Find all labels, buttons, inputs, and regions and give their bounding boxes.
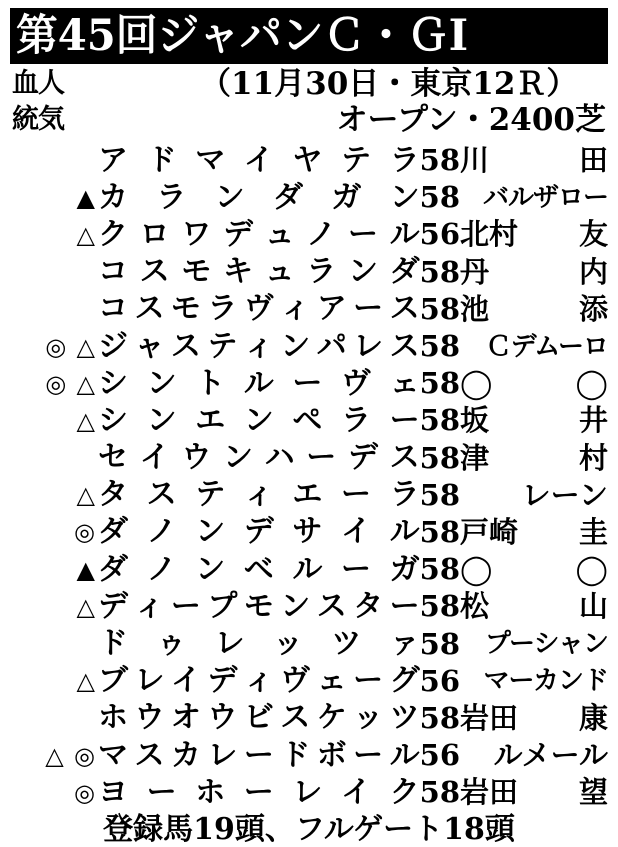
horse-name-char: ィ [243, 663, 274, 699]
horse-name-char: ー [340, 551, 371, 587]
horse-name-char: レ [214, 626, 245, 662]
horse-name-char: ィ [243, 328, 274, 364]
handicap-weight: 58 [419, 440, 460, 475]
horse-name-char: ダ [98, 551, 128, 587]
horse-name-char: ラ [306, 254, 337, 290]
entry-footer: 登録馬19頭、フルゲート18頭 [103, 812, 515, 847]
horse-name-char: ャ [134, 328, 165, 364]
jockey-name [460, 552, 608, 587]
horse-name-char: ァ [389, 626, 420, 662]
horse-name-char: ー [243, 737, 274, 773]
horse-name-char: ェ [316, 663, 347, 699]
horse-name-char: レ [134, 663, 165, 699]
table-row [10, 737, 608, 774]
horse-name-char: ラ [340, 402, 371, 438]
horse-name-char: ダ [272, 179, 303, 215]
horse-name-char: ェ [389, 365, 420, 401]
table-row [10, 142, 608, 179]
handicap-weight: 58 [419, 514, 460, 549]
horse-name [98, 402, 420, 438]
horse-name-char: ノ [146, 551, 177, 587]
jockey-name [460, 217, 608, 252]
handicap-weight: 58 [419, 477, 460, 512]
horse-name-char: コ [98, 254, 128, 290]
table-row [10, 514, 608, 551]
jockey-name: バルザロー [482, 182, 608, 213]
jockey-name: ルメール [493, 738, 608, 773]
table-row [10, 625, 608, 662]
entry-marks: △ [76, 405, 96, 435]
horse-name-char: ー [146, 774, 177, 810]
horse-name-char: ヨ [98, 774, 128, 810]
horse-name-char: ス [389, 328, 420, 364]
horse-name-char: ン [347, 254, 378, 290]
horse-name-char: ー [389, 588, 420, 624]
horse-name [98, 254, 420, 290]
horse-name-char: ウ [181, 440, 212, 476]
entry-marks: ▲ [76, 182, 96, 212]
handicap-weight: 58 [419, 775, 460, 810]
horse-name-char: ー [353, 663, 384, 699]
handicap-weight: 56 [419, 738, 460, 773]
horse-name-char: ー [292, 365, 323, 401]
race-subheader [10, 66, 608, 140]
horse-name-char: ガ [331, 179, 362, 215]
horse-name-char: ス [139, 254, 170, 290]
horse-name-char: ス [134, 291, 165, 327]
horse-name-char: ィ [134, 588, 165, 624]
handicap-weight: 58 [419, 180, 460, 215]
horse-name [98, 737, 420, 773]
table-row [10, 551, 608, 588]
horse-name-char: ト [195, 365, 226, 401]
horse-name-char: ウ [207, 700, 238, 736]
horse-name-char: プ [207, 588, 238, 624]
table-row [10, 477, 608, 514]
horse-name-char: ス [170, 328, 201, 364]
table-row [10, 365, 608, 402]
horse-name-char: テ [195, 477, 226, 513]
entry-marks: ◎ [74, 517, 96, 547]
horse-name-char: ン [195, 514, 226, 550]
horse-name-char: ラ [389, 477, 420, 513]
horse-name-char: ン [146, 402, 177, 438]
table-row [10, 774, 608, 811]
horse-name-char: ィ [243, 477, 274, 513]
horse-name-char: ラ [207, 291, 238, 327]
entry-marks: ◎ [74, 777, 96, 807]
horse-name-char: ィ [280, 291, 311, 327]
horse-name [98, 216, 420, 252]
jockey-name-part: ◯ [460, 366, 493, 401]
jockey-name-part: 丹 [460, 254, 490, 289]
table-row [10, 291, 608, 328]
horse-name-char: ー [347, 216, 378, 252]
horse-name-char: ジ [98, 328, 128, 364]
horse-name-char: ペ [292, 402, 323, 438]
horse-name-char: ノ [306, 216, 337, 252]
handicap-weight: 58 [419, 143, 460, 178]
horse-name-char: ー [389, 402, 420, 438]
horse-name-char: マ [98, 737, 128, 773]
horse-name [98, 291, 420, 327]
horse-name-char: ホ [98, 700, 128, 736]
entry-marks: △ [76, 480, 96, 510]
horse-name-char: イ [243, 142, 274, 178]
table-row [10, 216, 608, 253]
jockey-name-part: 池 [460, 291, 490, 326]
horse-name-char: マ [195, 142, 226, 178]
horse-name-char: ン [280, 588, 311, 624]
jockey-name-part: 岩田 [460, 700, 519, 735]
horse-name-char: ガ [389, 551, 420, 587]
entry-marks: △ [76, 666, 96, 696]
horse-name-char: デ [207, 663, 238, 699]
jockey-name: レーン [521, 477, 608, 512]
horse-name-char: コ [98, 291, 128, 327]
page-title: 第45回ジャパンＣ・ＧⅠ [16, 10, 469, 61]
horse-name-char: イ [139, 440, 170, 476]
horse-name-char: ク [389, 774, 420, 810]
horse-name-char: エ [195, 402, 226, 438]
jockey-name-part: 坂 [460, 403, 490, 438]
horse-name-char: タ [98, 477, 128, 513]
horse-name-char: ヴ [340, 365, 371, 401]
horse-name-char: イ [340, 514, 371, 550]
horse-name-char: ベ [243, 551, 274, 587]
horse-name [98, 179, 420, 215]
horse-name-char: ル [389, 514, 420, 550]
handicap-weight: 56 [419, 217, 460, 252]
jockey-name [460, 403, 608, 438]
horse-name [98, 774, 420, 810]
horse-name-char: ラ [389, 142, 420, 178]
race-class-distance: オープン・2400芝 [336, 102, 606, 138]
race-title-bar [10, 8, 608, 64]
horse-name-char: ス [280, 700, 311, 736]
jockey-name-part: ◯ [460, 552, 493, 587]
handicap-weight: 56 [419, 663, 460, 698]
horse-name-char: ヤ [292, 142, 323, 178]
horse-name [98, 514, 420, 550]
horse-name [98, 440, 420, 476]
entry-marks: ◎ △ [45, 368, 96, 398]
jockey-name-part: 内 [578, 254, 608, 289]
horse-name-char: モ [181, 254, 212, 290]
jockey-name [460, 440, 608, 475]
horse-name [98, 551, 420, 587]
horse-name-char: モ [170, 291, 201, 327]
table-row [10, 440, 608, 477]
horse-name-char: ル [389, 216, 420, 252]
handicap-weight: 58 [419, 366, 460, 401]
jockey-name-part: 井 [578, 403, 608, 438]
handicap-weight: 58 [419, 254, 460, 289]
horse-name-char: ー [306, 440, 337, 476]
horse-name-char: ラ [156, 179, 187, 215]
horse-name-char: レ [207, 737, 238, 773]
horse-name-char: ル [292, 551, 323, 587]
horse-name-char: カ [98, 179, 128, 215]
horse-name-char: ビ [243, 700, 274, 736]
horse-name-char: モ [243, 588, 274, 624]
jockey-name-part: 北村 [460, 217, 519, 252]
horse-name-char: ュ [264, 216, 295, 252]
horse-name-char: ツ [331, 626, 362, 662]
entry-marks: △ ◎ [45, 740, 96, 770]
table-row [10, 179, 608, 216]
table-row [10, 254, 608, 291]
condition-labels [12, 66, 64, 138]
jockey-name-part: ◯ [575, 552, 608, 587]
horse-name-char: ア [98, 142, 128, 178]
jockey-name-part: 村 [578, 440, 608, 475]
horse-name-char: ン [280, 328, 311, 364]
horse-name [98, 365, 420, 401]
horse-name-char: キ [222, 254, 253, 290]
horse-name-char: テ [207, 328, 238, 364]
horse-name-char: ン [243, 402, 274, 438]
horse-name-char: ー [353, 737, 384, 773]
jockey-name: プーシャン [484, 629, 608, 660]
horse-name-char: ゥ [156, 626, 187, 662]
horse-name-char: デ [347, 440, 378, 476]
handicap-weight: 58 [419, 589, 460, 624]
jockey-name [460, 143, 608, 178]
handicap-weight: 58 [419, 700, 460, 735]
horse-name-char: ュ [264, 254, 295, 290]
jockey-name-part: 添 [578, 291, 608, 326]
horse-name-char: ウ [134, 700, 165, 736]
horse-name-char: ン [389, 179, 420, 215]
horse-name-char: タ [353, 588, 384, 624]
horse-name-char: イ [340, 774, 371, 810]
jockey-name [460, 775, 608, 810]
horse-name [98, 142, 420, 178]
entry-marks: ▲ [76, 554, 96, 584]
horse-name-char: ノ [146, 514, 177, 550]
jockey-name-part: 田 [578, 143, 608, 178]
horse-name-char: ド [98, 626, 128, 662]
horse-name-char: ッ [272, 626, 303, 662]
jockey-name [460, 700, 608, 735]
horse-name-char: ド [146, 142, 177, 178]
jockey-name [460, 514, 608, 549]
horse-name-char: ス [316, 588, 347, 624]
horse-name-char: セ [98, 440, 128, 476]
horse-name [98, 663, 420, 699]
horse-name-char: デ [243, 514, 274, 550]
horse-name-char: ン [222, 440, 253, 476]
jockey-name-part: 岩田 [460, 775, 519, 810]
horse-name-char: ア [316, 291, 347, 327]
horse-name-char: ク [98, 216, 128, 252]
horse-name-char: ド [280, 737, 311, 773]
horse-name-char: イ [170, 663, 201, 699]
jockey-name [460, 254, 608, 289]
horse-name-char: エ [292, 477, 323, 513]
horse-name-char: ス [134, 737, 165, 773]
horse-name-char: サ [292, 514, 323, 550]
horse-name-char: カ [170, 737, 201, 773]
horse-name-char: ー [170, 588, 201, 624]
jockey-name [460, 366, 608, 401]
horse-name-char: ス [389, 440, 420, 476]
horse-name-char: シ [98, 402, 128, 438]
jockey-name: マーカンド [483, 666, 608, 697]
jockey-name [460, 589, 608, 624]
horse-name-char: テ [340, 142, 371, 178]
table-row [10, 328, 608, 365]
entry-list [10, 142, 608, 811]
horse-name-char: パ [316, 328, 347, 364]
horse-name-char: ー [353, 291, 384, 327]
horse-name-char: ル [243, 365, 274, 401]
table-row [10, 588, 608, 625]
jockey-name-part: 圭 [578, 514, 608, 549]
horse-name-char: ツ [389, 700, 420, 736]
entry-marks: ◎ △ [45, 331, 96, 361]
horse-name-char: レ [353, 328, 384, 364]
handicap-weight: 58 [419, 329, 460, 364]
handicap-weight: 58 [419, 552, 460, 587]
jockey-name-part: 津 [460, 440, 490, 475]
jockey-name [460, 291, 608, 326]
horse-name-char: ヴ [243, 291, 274, 327]
entry-marks: △ [76, 591, 96, 621]
horse-name [98, 588, 420, 624]
horse-name [98, 328, 420, 364]
horse-name-char: ロ [139, 216, 170, 252]
horse-name [98, 626, 420, 662]
jockey-name: Ｃデムーロ [485, 331, 608, 362]
jockey-name-part: 康 [578, 700, 608, 735]
jockey-name-part: ◯ [575, 366, 608, 401]
horse-name-char: ワ [181, 216, 212, 252]
condition-label-1: 血人 [12, 68, 64, 99]
horse-name-char: ス [146, 477, 177, 513]
horse-name-char: ッ [353, 700, 384, 736]
jockey-name-part: 川 [460, 143, 490, 178]
jockey-name-part: 山 [578, 589, 608, 624]
jockey-name-part: 友 [578, 217, 608, 252]
entry-marks: △ [76, 219, 96, 249]
horse-name-char: ン [146, 365, 177, 401]
horse-name-char: ブ [98, 663, 128, 699]
jockey-name-part: 戸崎 [460, 514, 519, 549]
horse-name-char: ボ [316, 737, 347, 773]
condition-label-2: 統気 [12, 104, 64, 135]
horse-name-char: レ [292, 774, 323, 810]
horse-name-char: ー [340, 477, 371, 513]
handicap-weight: 58 [419, 403, 460, 438]
handicap-weight: 58 [419, 291, 460, 326]
jockey-name-part: 松 [460, 589, 490, 624]
horse-name-char: ケ [316, 700, 347, 736]
horse-name-char: オ [170, 700, 201, 736]
horse-name-char: ダ [389, 254, 420, 290]
horse-name-char: ー [243, 774, 274, 810]
horse-name-char: グ [389, 663, 420, 699]
horse-name-char: ン [214, 179, 245, 215]
race-date-venue: （11月30日・東京12Ｒ） [200, 66, 578, 102]
horse-name-char: ホ [195, 774, 226, 810]
horse-name-char: ハ [264, 440, 295, 476]
horse-name-char: ス [389, 291, 420, 327]
jockey-name-part: 望 [578, 775, 608, 810]
horse-name-char: デ [98, 588, 128, 624]
handicap-weight: 58 [419, 626, 460, 661]
horse-name-char: ヴ [280, 663, 311, 699]
horse-name-char: ダ [98, 514, 128, 550]
table-row [10, 663, 608, 700]
horse-name-char: デ [222, 216, 253, 252]
table-row [10, 700, 608, 737]
horse-name [98, 700, 420, 736]
horse-name-char: ル [389, 737, 420, 773]
horse-name-char: ン [195, 551, 226, 587]
horse-name-char: シ [98, 365, 128, 401]
table-row [10, 402, 608, 439]
horse-name [98, 477, 420, 513]
